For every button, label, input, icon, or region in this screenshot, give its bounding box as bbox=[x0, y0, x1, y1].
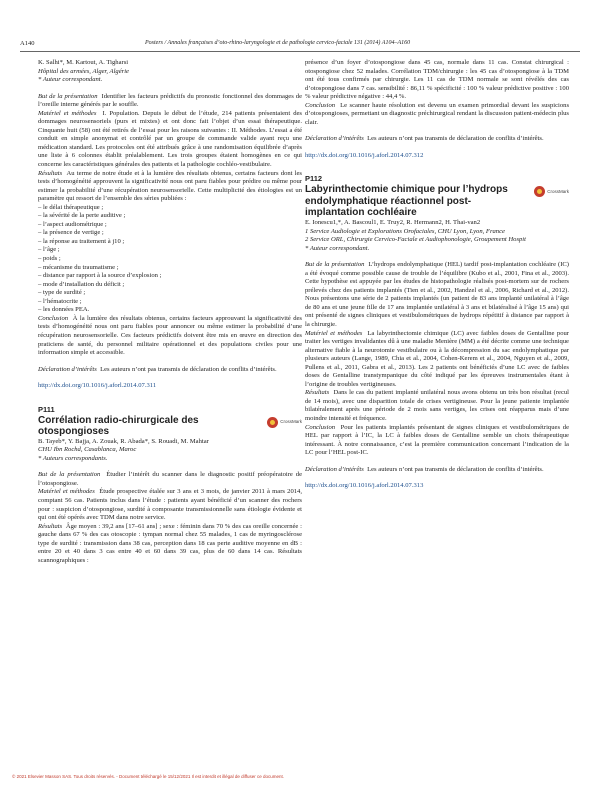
list-item: – la présence de vertige ; bbox=[38, 229, 104, 237]
crossmark-label: CrossMark bbox=[280, 418, 302, 424]
prev-authors: K. Salhi*, M. Kartout, A. Tigharsi bbox=[38, 59, 129, 66]
prev-doi-link[interactable]: http://dx.doi.org/10.1016/j.aforl.2014.07.311 bbox=[38, 382, 157, 390]
crossmark-icon bbox=[534, 186, 545, 197]
page-number: A140 bbox=[20, 40, 35, 47]
section-text: À la lumière des résultats obtenus, certains facteurs approuvant la significativité des tests d’homogénéité nous ont paru fiables pour annoncer ou même estimer la probabilité d’une récupération neurosensorielle. Ces facteurs prédictifs doivent être mis en œuvre en direction des praticiens de santé, du personnel militaire opérationnel et des populations civiles pour une information simple et accessible. bbox=[38, 314, 302, 357]
prev-corresponding: * Auteur correspondant. bbox=[38, 76, 103, 84]
section-text: Le scanner haute résolution est devenu un examen primordial devant les suspicions d’otospongioses, permettant un diagnostic préchirurgical rendant la discussion patient-médecin plus clair. bbox=[305, 101, 570, 126]
p112-corresponding: * Auteur correspondant. bbox=[305, 244, 370, 252]
declaration-label: Déclaration d’intérêts bbox=[38, 365, 97, 373]
list-item: – l’aspect audiométrique ; bbox=[38, 220, 107, 228]
list-item: – l’hématocrite ; bbox=[38, 297, 82, 305]
p111-corresponding: * Auteurs correspondants. bbox=[38, 454, 108, 462]
p111-results-continued: présence d’un foyer d’otospongiose dans 45 cas, normale dans 11 cas. Constat chirurgical : otospongiose chez 52 malades. Corrélation TDM/chirurgie : les 45 cas d’otospongiose à la TDM ont été tous confirmés par chirurgie. Les 11 cas de TDM normale se sont révélés des cas d’otospongiose dans 7 cas. sensibilité : 86,11 % spécificité : 100 % valeur prédictive positive : 100 % valeur prédictive négative : 44,4 %. bbox=[305, 59, 569, 101]
prev-section-methods bbox=[38, 110, 302, 170]
left-column bbox=[38, 59, 302, 565]
p112-section-results bbox=[305, 389, 569, 423]
list-item: – mode d’installation du déficit ; bbox=[38, 280, 125, 288]
list-item: – le délai thérapeutique ; bbox=[38, 203, 104, 211]
p111-doi-link[interactable]: http://dx.doi.org/10.1016/j.aforl.2014.07.312 bbox=[305, 151, 424, 159]
abstract-number-p111: P111 bbox=[38, 404, 55, 414]
p111-authors: B. Tayeb*, Y. Bajja, A. Zouak, R. Abada*, S. Rouadi, M. Mahtar bbox=[38, 437, 209, 445]
prev-conclusion bbox=[38, 315, 302, 358]
section-label: Conclusion bbox=[305, 423, 336, 431]
p111-section-results bbox=[38, 523, 302, 566]
crossmark-badge[interactable] bbox=[534, 186, 569, 197]
p112-authors: E. Ionescu1,*, A. Bascoul1, E. Truy2, R. Hermann2, H. Thai-van2 bbox=[305, 218, 481, 226]
section-text: Âge moyen : 39,2 ans [17–61 ans] ; sexe : féminin dans 70 % des cas oreille concernée : gauche dans 67 % des cas otoscopie : tympan normal chez 55 malades, 1 cas de myringosclérose type de surdité : transmission dans 38 cas, perception dans 18 cas perte auditive moyenne en dB : entre 20 et 40 dans 3 cas entre 40 et 60 dans 39 cas, plus de 60 dans 14 cas. Résultats scannographiques : bbox=[38, 522, 303, 564]
section-text: Au terme de notre étude et à la lumière des résultats obtenus, certains facteurs dont les tests d’homogénéité approuvent la significativité nous ont paru fiables pour prédire ou même pour estimer la probabilité d’une récupération neurosensorielle. Cette multiplicité des étiologies est un paramètre qui ressort de l’ensemble des séries publiées : bbox=[38, 169, 302, 203]
p112-section-methods bbox=[305, 330, 569, 390]
predictive-factors-list bbox=[38, 204, 302, 315]
header-rule bbox=[20, 51, 580, 52]
declaration-label: Déclaration d’intérêts bbox=[305, 465, 364, 473]
running-header bbox=[0, 40, 600, 54]
p111-affiliation: CHU Ibn Rochd, Casablanca, Maroc bbox=[38, 446, 137, 454]
section-label: Résultats bbox=[38, 522, 63, 530]
section-text: I. Population. Depuis le début de l’étude, 214 patients présentaient des dommages neurosensoriels (purs et mixtes) et ont donc fait l’objet d’un essai thérapeutique. Cinquante huit (58) ont été retirés de l’essai pour les raisons suivantes : II. Méthodes. L’essai a été conduit en simple anonymat et contrôlé par un groupe de commande valide ayant reçu une médication standard. Les protocoles ont été attribués grâce à une randomisation équilibrée d’après une liste à 6 colonnes établit préalablement. Les trois groupes étaient homogènes en ce qui concerne les caractéristiques générales des patients et la pathologie cochléo-vestibulaire. bbox=[38, 109, 302, 169]
section-label: But de la présentation bbox=[305, 261, 365, 269]
section-text: Dans le cas du patient implanté unilatéral nous avons obtenu un très bon résultat (recul de 14 mois), avec une disparition totale de crises vertigineuse. Pour la jeune patiente implantée bilatéralement après une période de 2 mois sans vertiges, les crises ont réapparus mais d’une moindre intensité et fréquence. bbox=[305, 389, 569, 422]
section-label: Matériel et méthodes bbox=[38, 488, 95, 496]
section-label: Matériel et méthodes bbox=[305, 329, 363, 337]
p112-doi-link[interactable]: http://dx.doi.org/10.1016/j.aforl.2014.07.313 bbox=[305, 482, 424, 490]
p111-section-goal bbox=[38, 471, 302, 488]
section-label: Matériel et méthodes bbox=[38, 109, 97, 117]
crossmark-label: CrossMark bbox=[547, 188, 569, 194]
section-text: Pour les patients implantés présentant de signes cliniques et vestibulométriques de HEL par rapport à l’IC, la LC à faibles doses de Gentalline semble un choix thérapeutique intéressant. À notre connaissance, c’est la première communication concernant l’indication de la LC pour l’HEL post-IC. bbox=[305, 423, 569, 457]
list-item: – la réponse au traitement à j10 ; bbox=[38, 237, 125, 245]
list-item: – les données PEA. bbox=[38, 306, 90, 314]
section-text: La labyrinthectomie chimique (LC) avec faibles doses de Gentalline pour traiter les vertiges invalidantes dû à une maladie Menière (MM) a été décrite comme une technique alternative fiable à la neurotomie vestibulaire ou à la décompression du sac endolymphatique par plusieurs auteurs (Lange, 1989, Chia et al., 2004, Cohen-Kerem et al., 2004, Nguyen et al., 2009, Pullens et al., 2011, Gabra et al., 2013). Les 2 patients ont bénéficiés d’une LC avec de faibles doses de Gentalline transtympanique du côté indiqué par les épreuves instrumentales étant à l’origine de troubles vertigineuses. bbox=[305, 329, 570, 388]
prev-declaration bbox=[38, 366, 302, 375]
right-column bbox=[305, 59, 569, 491]
section-label: Résultats bbox=[305, 389, 330, 397]
section-label: Conclusion bbox=[38, 314, 69, 322]
list-item: – poids ; bbox=[38, 255, 61, 263]
list-item: – la sévérité de la perte auditive ; bbox=[38, 212, 126, 220]
section-text: Étudier l’intérêt du scanner dans le diagnostic positif préopératoire de l’otospongiose. bbox=[38, 471, 303, 487]
section-label: Conclusion bbox=[305, 101, 336, 109]
p112-section-conclusion bbox=[305, 424, 569, 458]
declaration-text: Les auteurs n’ont pas transmis de déclaration de conflits d’intérêts. bbox=[100, 365, 277, 373]
p111-declaration bbox=[305, 135, 569, 144]
journal-citation: Posters / Annales françaises d’oto-rhino-laryngologie et de pathologie cervico-faciale 131 (2014) A104–A160 bbox=[145, 40, 411, 46]
p111-section-methods bbox=[38, 488, 302, 522]
section-label: But de la présentation bbox=[38, 471, 101, 479]
prev-section-results bbox=[38, 170, 302, 204]
abstract-number-p112: P112 bbox=[305, 174, 323, 184]
list-item: – mécanisme du traumatisme ; bbox=[38, 263, 119, 271]
copyright-footer: © 2021 Elsevier Masson SAS. Tous droits réservés. - Document téléchargé le 15/12/2021 Il est interdit et illégal de diffuser ce document. bbox=[12, 774, 285, 779]
p112-affiliation-1: 1 Service Audiologie et Explorations Orofaciales, CHU Lyon, Lyon, France bbox=[305, 227, 505, 235]
section-text: Identifier les facteurs prédictifs du pronostic fonctionnel des dommages de l’oreille interne générés par le souffle. bbox=[38, 92, 303, 109]
p111-conclusion bbox=[305, 102, 569, 128]
abstract-title-p111: Corrélation radio-chirurgicale des otospongioses bbox=[38, 414, 199, 438]
declaration-label: Déclaration d’intérêts bbox=[305, 135, 364, 143]
crossmark-badge[interactable] bbox=[267, 417, 302, 428]
p112-declaration bbox=[305, 466, 569, 475]
list-item: – distance par rapport à la source d’explosion ; bbox=[38, 272, 162, 280]
list-item: – l’âge ; bbox=[38, 246, 60, 254]
section-label: Résultats bbox=[38, 169, 63, 177]
abstract-title-p112: Labyrinthectomie chimique pour l’hydrops endolymphatique réactionnel post-implantation cochléaire bbox=[305, 184, 508, 219]
section-text: Étude prospective étalée sur 3 ans et 3 mois, de janvier 2011 à mars 2014, comptant 56 cas. Patients inclus dans l’étude : patients ayant bénéficié d’un scanner des rochers pour : suspicion d’otospongiose, surdité à composante transmissionnelle sans étiologie évidente et qui ont été opérés avec TDM dans notre service. bbox=[38, 488, 303, 522]
prev-affiliation: Hôpital des armées, Alger, Algérie bbox=[38, 67, 129, 75]
prev-section-goal bbox=[38, 93, 302, 110]
p112-section-goal bbox=[305, 261, 569, 329]
crossmark-icon bbox=[267, 417, 278, 428]
declaration-text: Les auteurs n’ont pas transmis de déclaration de conflits d’intérêts. bbox=[367, 135, 544, 143]
p112-affiliation-2: 2 Service ORL, Chirurgie Cervico-Faciale et Audiophonologie, Groupement Hospit bbox=[305, 236, 526, 244]
section-label: But de la présentation bbox=[38, 92, 98, 100]
declaration-text: Les auteurs n’ont pas transmis de déclaration de conflits d’intérêts. bbox=[367, 465, 544, 473]
section-text: L’hydrops endolymphatique (HEL) tardif post-implantation cochléaire (IC) a été évoqué comme possible cause de trouble de l’équilibre (Kubo et al., 2001, Fina et al., 2003). Cette hypothèse est appuyée par les études de histopathologie réalisés post-mortem sur de rochers prélevés chez des patients implantés (Tien et al., 2002, Handzel et al., 2006, Richard et al., 2012). Nous présentons une série de 2 patients implantés (un patient de 83 ans implanté unilatéral à l’âge de 80 ans et une jeune fille de 17 ans implantée unilatéral à 3 ans et bilatéralisé à l’âge 15 ans) qui ont présenté de signes cliniques et vestibulométriques de hydrops répétitif à distance par rapport à la chirurgie. bbox=[305, 261, 569, 328]
list-item: – type de surdité ; bbox=[38, 289, 86, 297]
